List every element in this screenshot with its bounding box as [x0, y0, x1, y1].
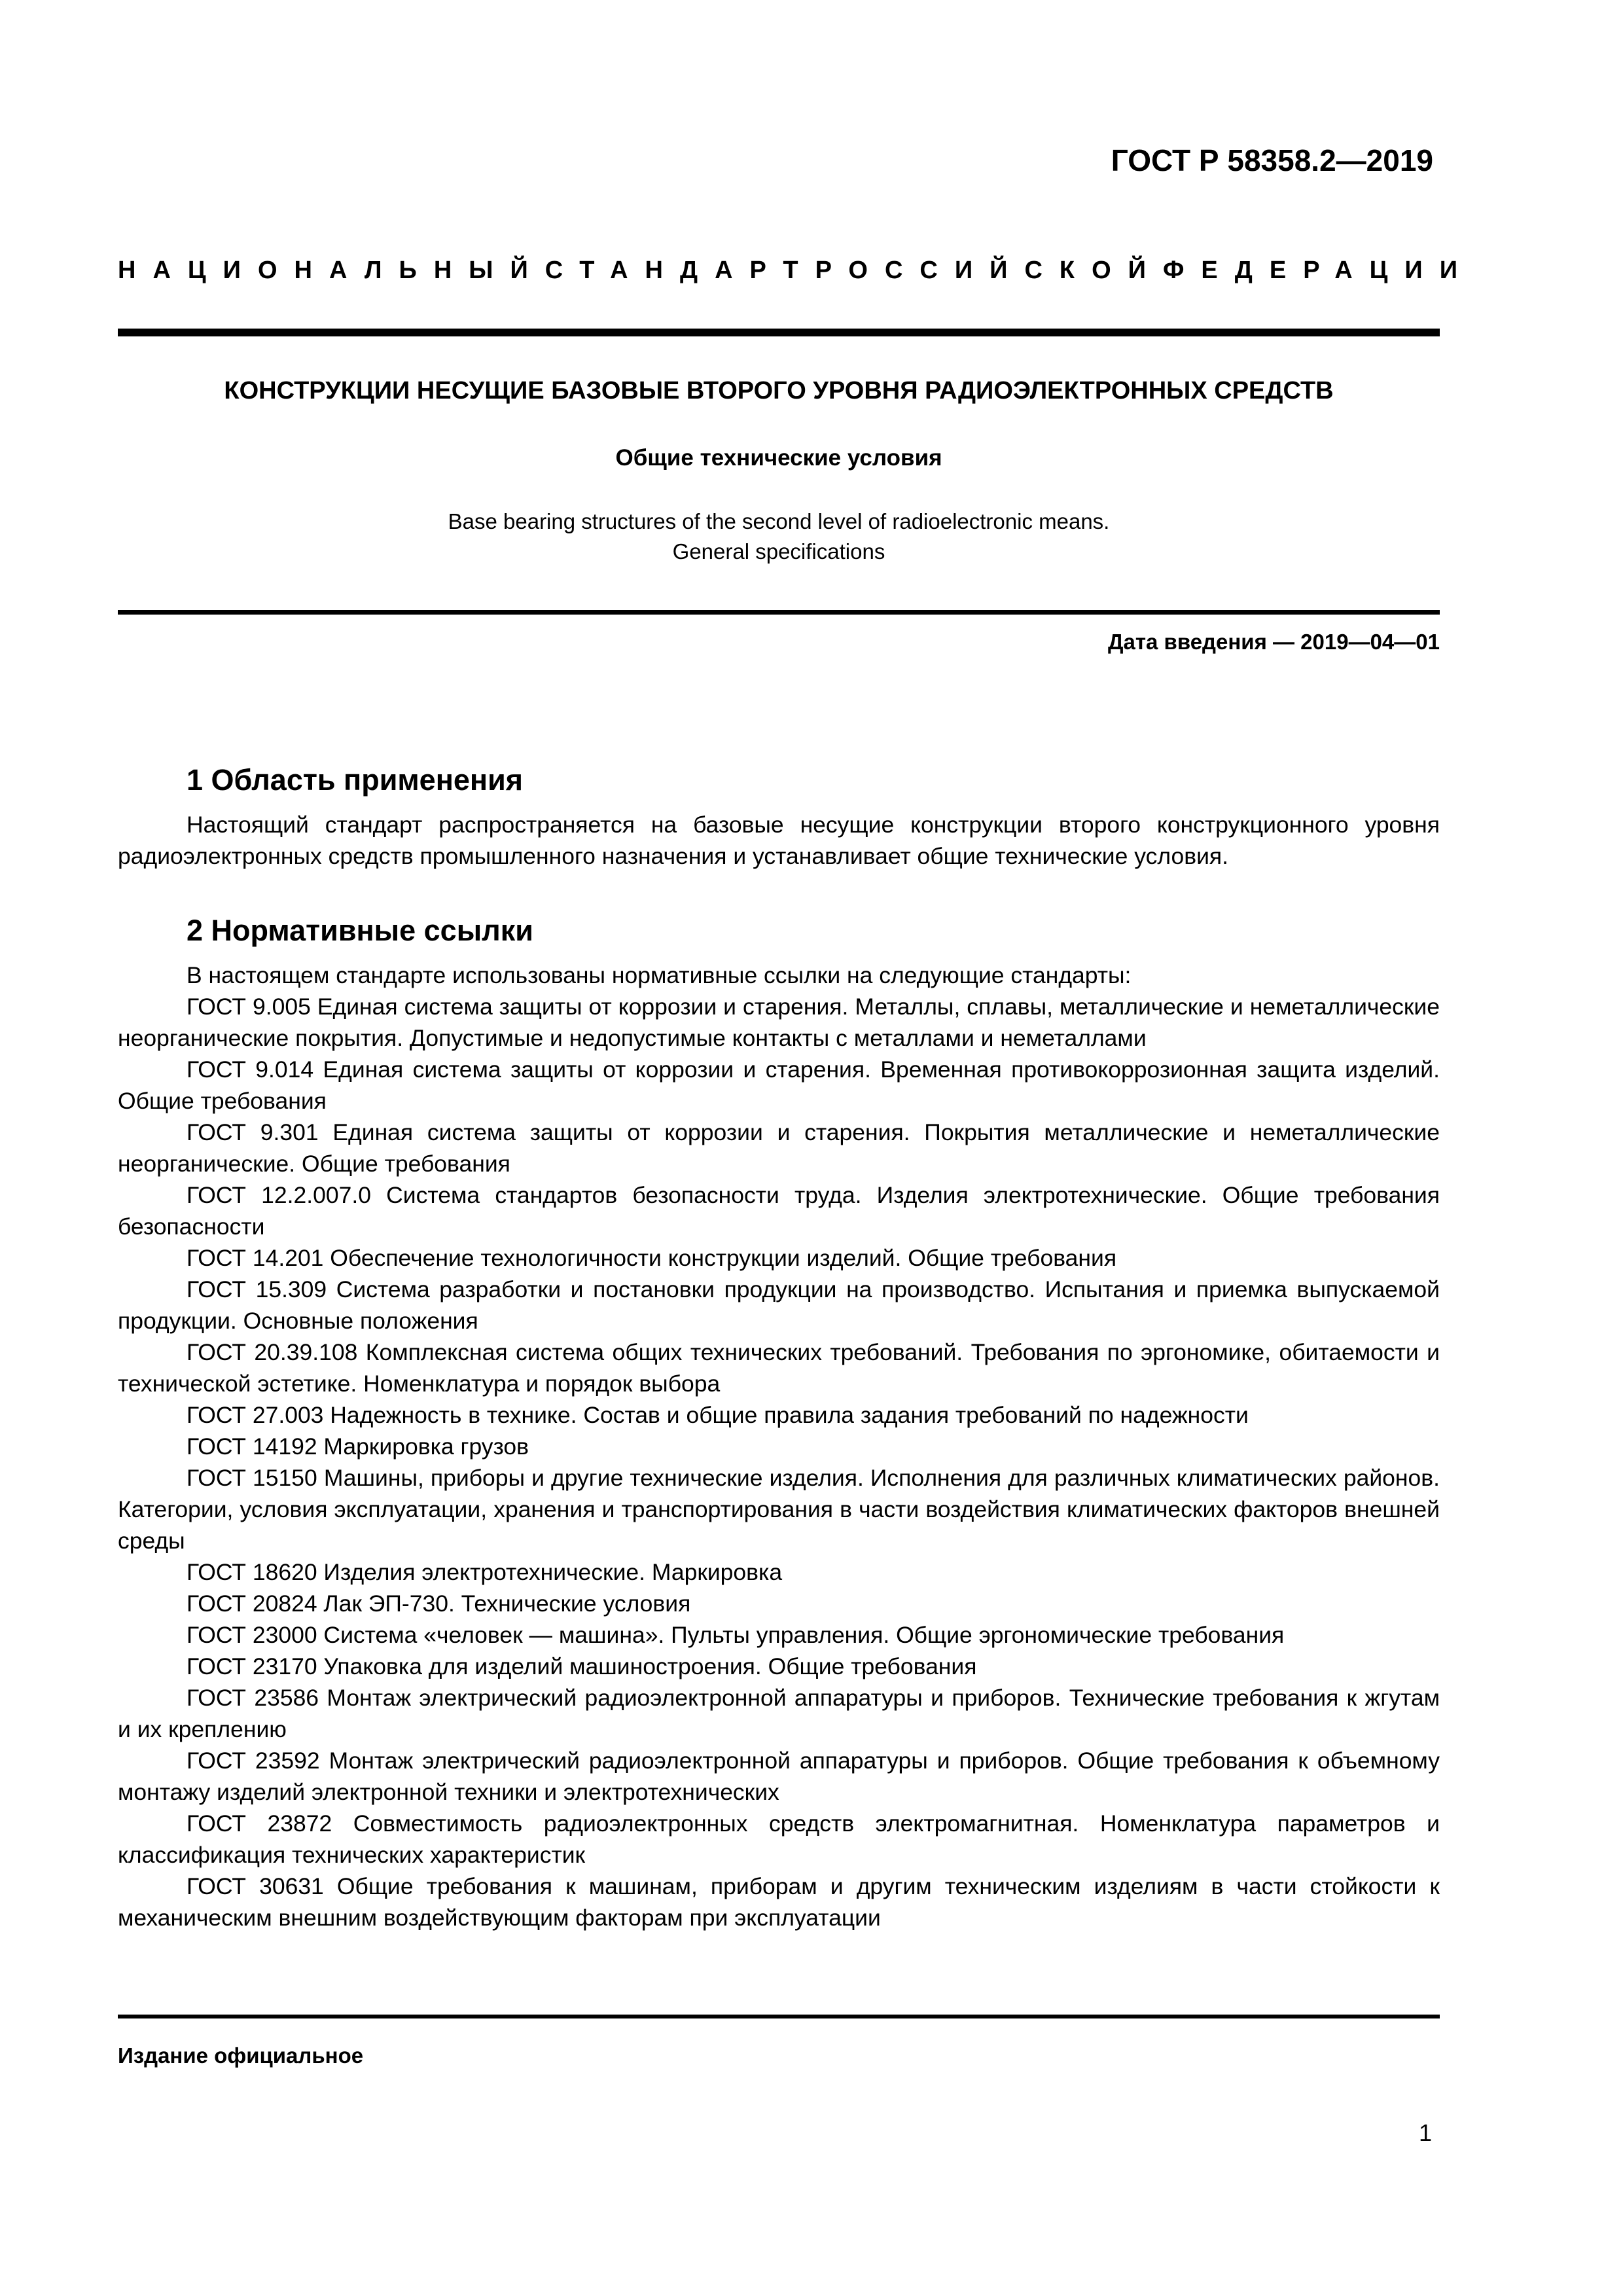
national-standard-banner: [118, 257, 1475, 285]
reference-item: ГОСТ 20.39.108 Комплексная система общих технических требований. Требования по эргономике, обитаемости и технической эстетике. Номенклатура и порядок выбора: [118, 1339, 1440, 1397]
header-divider: [118, 329, 1440, 336]
reference-item: ГОСТ 23872 Совместимость радиоэлектронных средств электромагнитная. Номенклатура параметров и классификация технических характеристик: [118, 1810, 1440, 1868]
reference-item: ГОСТ 23000 Система «человек — машина». Пульты управления. Общие эргономические требования: [187, 1622, 1285, 1648]
gost-number: ГОСТ Р 58358.2—2019: [1111, 143, 1433, 177]
official-edition-note: Издание официальное: [118, 2043, 364, 2068]
reference-item: ГОСТ 9.005 Единая система защиты от коррозии и старения. Металлы, сплавы, металлические и неметаллические неорганические покрытия. Допустимые и недопустимые контакты с металлами и неметаллами: [118, 994, 1440, 1051]
introduction-date: Дата введения — 2019—04—01: [1108, 630, 1440, 654]
banner-word: РОССИЙСКОЙ: [815, 257, 1163, 284]
english-title-line: General specifications: [672, 539, 885, 564]
section-heading: 1 Область применения: [187, 763, 524, 797]
banner-word: НАЦИОНАЛЬНЫЙ: [118, 257, 545, 284]
reference-item: ГОСТ 23586 Монтаж электрический радиоэлектронной аппаратуры и приборов. Технические требования к жгутам и их креплению: [118, 1685, 1440, 1742]
banner-word: СТАНДАРТ: [544, 257, 815, 284]
english-title-line: Base bearing structures of the second level of radioelectronic means.: [448, 509, 1110, 533]
reference-item: ГОСТ 20824 Лак ЭП-730. Технические условия: [187, 1590, 691, 1617]
reference-item: ГОСТ 23592 Монтаж электрический радиоэлектронной аппаратуры и приборов. Общие требования к объемному монтажу изделий электронной техники и электротехнических: [118, 1748, 1440, 1805]
section-scope: [118, 761, 1440, 872]
reference-item: ГОСТ 15.309 Система разработки и постановки продукции на производство. Испытания и приемка выпускаемой продукции. Основные положения: [118, 1276, 1440, 1334]
title-divider: [118, 610, 1440, 615]
reference-item: ГОСТ 9.014 Единая система защиты от коррозии и старения. Временная противокоррозионная защита изделий. Общие требования: [118, 1056, 1440, 1114]
reference-list: [118, 991, 1440, 1933]
banner-word: ФЕДЕРАЦИИ: [1163, 257, 1475, 284]
section-normative-references: [118, 911, 1440, 1933]
english-title: [118, 507, 1440, 567]
reference-item: ГОСТ 23170 Упаковка для изделий машиностроения. Общие требования: [187, 1653, 977, 1679]
document-title: КОНСТРУКЦИИ НЕСУЩИЕ БАЗОВЫЕ ВТОРОГО УРОВНЯ РАДИОЭЛЕКТРОННЫХ СРЕДСТВ: [224, 377, 1334, 404]
section-paragraph: Настоящий стандарт распространяется на базовые несущие конструкции второго конструкционного уровня радиоэлектронных средств промышленного назначения и устанавливает общие технические условия.: [118, 812, 1440, 869]
reference-item: ГОСТ 18620 Изделия электротехнические. Маркировка: [187, 1559, 783, 1585]
reference-item: ГОСТ 30631 Общие требования к машинам, приборам и другим техническим изделиям в части стойкости к механическим внешним воздействующим факторам при эксплуатации: [118, 1873, 1440, 1931]
reference-item: ГОСТ 15150 Машины, приборы и другие технические изделия. Исполнения для различных климатических районов. Категории, условия эксплуатации, хранения и транспортирования в части воздействия климатических факторов внешней среды: [118, 1465, 1440, 1554]
footer-divider: [118, 2015, 1440, 2018]
reference-item: ГОСТ 14192 Маркировка грузов: [187, 1433, 529, 1460]
reference-item: ГОСТ 14.201 Обеспечение технологичности конструкции изделий. Общие требования: [187, 1245, 1117, 1271]
section-intro: В настоящем стандарте использованы нормативные ссылки на следующие стандарты:: [187, 962, 1132, 988]
page-number: 1: [1418, 2119, 1432, 2146]
reference-item: ГОСТ 9.301 Единая система защиты от коррозии и старения. Покрытия металлические и неметаллические неорганические. Общие требования: [118, 1119, 1440, 1177]
reference-item: ГОСТ 12.2.007.0 Система стандартов безопасности труда. Изделия электротехнические. Общие требования безопасности: [118, 1182, 1440, 1240]
document-subtitle: Общие технические условия: [615, 445, 942, 471]
section-heading: 2 Нормативные ссылки: [187, 914, 533, 947]
reference-item: ГОСТ 27.003 Надежность в технике. Состав и общие правила задания требований по надежности: [187, 1402, 1249, 1428]
